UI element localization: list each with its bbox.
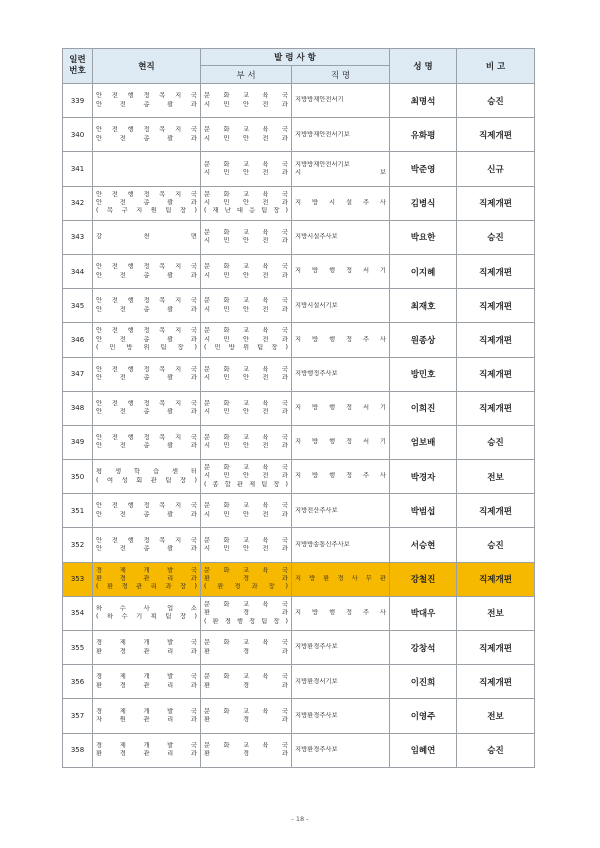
person-name-cell: 최재호 xyxy=(390,289,457,323)
position-title-cell xyxy=(292,733,390,767)
cell-line: 문 화 교 육 국 xyxy=(204,741,288,749)
current-post-cell xyxy=(93,152,201,186)
remark-cell: 신규 xyxy=(457,152,535,186)
cell-line: 문 화 교 육 국 xyxy=(204,707,288,715)
cell-line: 지 방 행 정 서 기 xyxy=(295,267,387,275)
remark-cell: 직제개편 xyxy=(457,562,535,596)
cell-line: 문 화 교 육 국 xyxy=(204,464,288,472)
person-name-cell: 강철진 xyxy=(390,562,457,596)
current-post-cell xyxy=(93,220,201,254)
table-row xyxy=(63,665,535,699)
person-name-cell: 서승현 xyxy=(390,528,457,562)
cell-line: 경 제 개 발 국 xyxy=(96,639,197,647)
person-name-cell: 방민호 xyxy=(390,357,457,391)
header-current: 현직 xyxy=(93,49,201,84)
cell-line: 문 화 교 육 국 xyxy=(204,673,288,681)
new-department-cell xyxy=(201,699,292,733)
new-department-cell xyxy=(201,596,292,630)
cell-line: ( 복 구 지 원 팀 장 ) xyxy=(96,207,197,215)
serial-number-cell: 352 xyxy=(63,528,93,562)
table-row xyxy=(63,596,535,630)
position-title-cell xyxy=(292,152,390,186)
person-name-cell: 김병식 xyxy=(390,186,457,220)
current-post-cell xyxy=(93,425,201,459)
cell-line: 시 민 안 전 과 xyxy=(204,408,288,416)
new-department-cell xyxy=(201,118,292,152)
cell-line: 문 화 교 육 국 xyxy=(204,566,288,574)
cell-line: ( 환 경 행 정 팀 장 ) xyxy=(204,617,288,625)
current-post-cell xyxy=(93,494,201,528)
cell-line: 시 민 안 전 과 xyxy=(204,374,288,382)
cell-line: 문 화 교 육 국 xyxy=(204,160,288,168)
cell-line: 안 전 총 괄 과 xyxy=(96,134,197,142)
serial-number-cell: 349 xyxy=(63,425,93,459)
person-name-cell: 엄보배 xyxy=(390,425,457,459)
cell-line: 안 전 행 정 복 지 국 xyxy=(96,92,197,100)
person-name-cell: 이지혜 xyxy=(390,254,457,288)
serial-number-cell: 354 xyxy=(63,596,93,630)
new-department-cell xyxy=(201,220,292,254)
cell-line: 강 천 면 xyxy=(96,233,197,241)
cell-line: 시 민 안 전 과 xyxy=(204,100,288,108)
current-post-cell xyxy=(93,665,201,699)
cell-line: 경 제 개 발 국 xyxy=(96,566,197,574)
cell-line: 시 민 안 전 과 xyxy=(204,510,288,518)
current-post-cell xyxy=(93,186,201,220)
person-name-cell: 이진희 xyxy=(390,665,457,699)
serial-number-cell: 346 xyxy=(63,323,93,357)
cell-line: 시 민 안 전 과 xyxy=(204,545,288,553)
remark-cell: 직제개편 xyxy=(457,289,535,323)
serial-number-cell: 355 xyxy=(63,631,93,665)
cell-line: 문 화 교 육 국 xyxy=(204,228,288,236)
header-note: 비 고 xyxy=(457,49,535,84)
cell-line: 평 생 학 습 센 터 xyxy=(96,468,197,476)
position-title-cell xyxy=(292,425,390,459)
cell-line: ( 환 경 관 리 과 장 ) xyxy=(96,583,197,591)
remark-cell: 승진 xyxy=(457,220,535,254)
current-post-cell xyxy=(93,254,201,288)
current-post-cell xyxy=(93,289,201,323)
page-number: - 18 - xyxy=(291,815,309,823)
remark-cell: 승진 xyxy=(457,528,535,562)
person-name-cell: 박요한 xyxy=(390,220,457,254)
cell-line: ( 여 성 회 관 팀 장 ) xyxy=(96,476,197,484)
cell-line: 지방방재안전서기 xyxy=(295,96,344,104)
remark-cell: 승진 xyxy=(457,733,535,767)
cell-line: 시 민 안 전 과 xyxy=(204,442,288,450)
current-post-cell xyxy=(93,596,201,630)
cell-line: 안 전 행 정 복 지 국 xyxy=(96,365,197,373)
serial-number-cell: 342 xyxy=(63,186,93,220)
position-title-cell xyxy=(292,631,390,665)
cell-line: 시 민 안 전 과 xyxy=(204,305,288,313)
position-title-cell xyxy=(292,528,390,562)
cell-line: 지방환경서기보 xyxy=(295,677,338,685)
table-row xyxy=(63,152,535,186)
cell-line: 시 민 안 전 과 xyxy=(204,168,288,176)
position-title-cell xyxy=(292,220,390,254)
person-name-cell: 이영주 xyxy=(390,699,457,733)
table-row xyxy=(63,357,535,391)
position-title-cell xyxy=(292,289,390,323)
remark-cell: 직제개편 xyxy=(457,118,535,152)
cell-line: 안 전 행 정 복 지 국 xyxy=(96,502,197,510)
cell-line: ( 종 합 관 제 팀 장 ) xyxy=(204,480,288,488)
table-row xyxy=(63,254,535,288)
position-title-cell xyxy=(292,254,390,288)
cell-line: 문 화 교 육 국 xyxy=(204,263,288,271)
table-row xyxy=(63,425,535,459)
cell-line: 환 경 과 xyxy=(204,681,288,689)
cell-line: 안 전 총 괄 과 xyxy=(96,198,197,206)
cell-line: 시 민 안 전 과 xyxy=(204,134,288,142)
serial-number-cell: 344 xyxy=(63,254,93,288)
table-body xyxy=(63,84,535,768)
remark-cell: 직제개편 xyxy=(457,357,535,391)
new-department-cell xyxy=(201,391,292,425)
cell-line: ( 하 수 기 획 팀 장 ) xyxy=(96,613,197,621)
new-department-cell xyxy=(201,152,292,186)
new-department-cell xyxy=(201,733,292,767)
header-serial: 일련 번호 xyxy=(63,49,93,84)
table-row xyxy=(63,460,535,494)
header-appointment: 발 령 사 항 xyxy=(201,49,390,66)
serial-number-cell: 358 xyxy=(63,733,93,767)
cell-line: 지 방 행 정 주 사 xyxy=(295,609,387,617)
person-name-cell: 박범섭 xyxy=(390,494,457,528)
person-name-cell: 원종상 xyxy=(390,323,457,357)
serial-number-cell: 351 xyxy=(63,494,93,528)
table-row xyxy=(63,289,535,323)
cell-line: 문 화 교 육 국 xyxy=(204,502,288,510)
remark-cell: 직제개편 xyxy=(457,186,535,220)
cell-line: 안 전 총 괄 과 xyxy=(96,374,197,382)
serial-number-cell: 350 xyxy=(63,460,93,494)
current-post-cell xyxy=(93,562,201,596)
remark-cell: 승진 xyxy=(457,84,535,118)
cell-line: 시 민 안 전 과 xyxy=(204,472,288,480)
serial-number-cell: 343 xyxy=(63,220,93,254)
table-row xyxy=(63,186,535,220)
remark-cell: 직제개편 xyxy=(457,494,535,528)
person-name-cell: 박대우 xyxy=(390,596,457,630)
cell-line: 안 전 총 괄 과 xyxy=(96,510,197,518)
cell-line: 문 화 교 육 국 xyxy=(204,297,288,305)
cell-line: 문 화 교 육 국 xyxy=(204,126,288,134)
serial-number-cell: 357 xyxy=(63,699,93,733)
new-department-cell xyxy=(201,323,292,357)
serial-number-cell: 348 xyxy=(63,391,93,425)
current-post-cell xyxy=(93,323,201,357)
cell-line: 안 전 총 괄 과 xyxy=(96,408,197,416)
cell-line: 안 전 총 괄 과 xyxy=(96,305,197,313)
cell-line: 지방방재안전서기보 xyxy=(295,160,350,168)
cell-line: ( 민 방 위 팀 장 ) xyxy=(204,344,288,352)
cell-line: 지 방 행 정 서 기 xyxy=(295,438,387,446)
new-department-cell xyxy=(201,357,292,391)
cell-line: 환 경 과 xyxy=(204,575,288,583)
cell-line: 시 민 안 전 과 xyxy=(204,335,288,343)
new-department-cell xyxy=(201,528,292,562)
new-department-cell xyxy=(201,425,292,459)
person-name-cell: 임혜연 xyxy=(390,733,457,767)
remark-cell: 직제개편 xyxy=(457,391,535,425)
cell-line: 환 경 관 리 과 xyxy=(96,681,197,689)
personnel-appointment-table xyxy=(62,48,535,768)
cell-line: 안 전 행 정 복 지 국 xyxy=(96,263,197,271)
cell-line: 문 화 교 육 국 xyxy=(204,190,288,198)
cell-line: 안 전 총 괄 과 xyxy=(96,271,197,279)
cell-line: 경 제 개 발 국 xyxy=(96,707,197,715)
remark-cell: 전보 xyxy=(457,596,535,630)
cell-line: 문 화 교 육 국 xyxy=(204,434,288,442)
cell-line: 지방시설주사보 xyxy=(295,233,338,241)
position-title-cell xyxy=(292,562,390,596)
cell-line: 시 민 안 전 과 xyxy=(204,237,288,245)
cell-line: ( 환 경 과 장 ) xyxy=(204,583,288,591)
position-title-cell xyxy=(292,391,390,425)
current-post-cell xyxy=(93,391,201,425)
cell-line: 안 전 총 괄 과 xyxy=(96,545,197,553)
cell-line: 경 제 개 발 국 xyxy=(96,673,197,681)
cell-line: 시 보 xyxy=(295,168,387,176)
cell-line: 환 경 과 xyxy=(204,647,288,655)
cell-line: 지방환경주사보 xyxy=(295,711,338,719)
table-row xyxy=(63,494,535,528)
cell-line: 지 방 행 정 서 기 xyxy=(295,404,387,412)
table-row xyxy=(63,118,535,152)
cell-line: 지방환경주사보 xyxy=(295,643,338,651)
person-name-cell: 강창석 xyxy=(390,631,457,665)
person-name-cell: 최명석 xyxy=(390,84,457,118)
remark-cell: 전보 xyxy=(457,460,535,494)
header-position: 직 명 xyxy=(292,66,390,84)
position-title-cell xyxy=(292,186,390,220)
personnel-table-wrapper xyxy=(62,48,534,768)
cell-line: 안 전 행 정 복 지 국 xyxy=(96,536,197,544)
new-department-cell xyxy=(201,254,292,288)
person-name-cell: 이희진 xyxy=(390,391,457,425)
serial-number-cell: 340 xyxy=(63,118,93,152)
remark-cell: 승진 xyxy=(457,425,535,459)
cell-line: 지 방 시 설 주 사 xyxy=(295,198,387,206)
current-post-cell xyxy=(93,118,201,152)
person-name-cell: 유화평 xyxy=(390,118,457,152)
serial-number-cell: 356 xyxy=(63,665,93,699)
cell-line: 지 방 행 정 주 사 xyxy=(295,335,387,343)
new-department-cell xyxy=(201,289,292,323)
cell-line: 지방환경주사보 xyxy=(295,745,338,753)
position-title-cell xyxy=(292,84,390,118)
serial-number-cell: 353 xyxy=(63,562,93,596)
position-title-cell xyxy=(292,596,390,630)
header-dept: 부 서 xyxy=(201,66,292,84)
position-title-cell xyxy=(292,699,390,733)
cell-line: 안 전 행 정 복 지 국 xyxy=(96,297,197,305)
current-post-cell xyxy=(93,631,201,665)
cell-line: ( 재 난 대 응 팀 장 ) xyxy=(204,207,288,215)
cell-line: 하 수 사 업 소 xyxy=(96,605,197,612)
table-row xyxy=(63,528,535,562)
table-row xyxy=(63,323,535,357)
remark-cell: 전보 xyxy=(457,699,535,733)
cell-line: 지방시설서기보 xyxy=(295,301,338,309)
cell-line: 안 전 행 정 복 지 국 xyxy=(96,126,197,134)
new-department-cell xyxy=(201,562,292,596)
cell-line: 환 경 과 xyxy=(204,750,288,758)
cell-line: 환 경 관 리 과 xyxy=(96,575,197,583)
new-department-cell xyxy=(201,186,292,220)
cell-line: 자 원 관 리 과 xyxy=(96,715,197,723)
new-department-cell xyxy=(201,494,292,528)
cell-line: 안 전 총 괄 과 xyxy=(96,335,197,343)
cell-line: 경 제 개 발 국 xyxy=(96,741,197,749)
table-row xyxy=(63,562,535,596)
new-department-cell xyxy=(201,84,292,118)
cell-line: 환 경 관 리 과 xyxy=(96,647,197,655)
cell-line: 지 방 행 정 주 사 xyxy=(295,472,387,480)
current-post-cell xyxy=(93,699,201,733)
cell-line: 문 화 교 육 국 xyxy=(204,536,288,544)
cell-line: 시 민 안 전 과 xyxy=(204,271,288,279)
cell-line: 안 전 행 정 복 지 국 xyxy=(96,399,197,407)
position-title-cell xyxy=(292,665,390,699)
cell-line: 안 전 총 괄 과 xyxy=(96,442,197,450)
cell-line: 지방방재안전서기보 xyxy=(295,130,350,138)
serial-number-cell: 345 xyxy=(63,289,93,323)
table-row xyxy=(63,391,535,425)
cell-line: 문 화 교 육 국 xyxy=(204,92,288,100)
person-name-cell: 박경자 xyxy=(390,460,457,494)
cell-line: 문 화 교 육 국 xyxy=(204,600,288,608)
cell-line: 환 경 과 xyxy=(204,715,288,723)
header-name: 성 명 xyxy=(390,49,457,84)
cell-line: 환 경 관 리 과 xyxy=(96,750,197,758)
position-title-cell xyxy=(292,460,390,494)
cell-line: 지 방 환 경 사 무 관 xyxy=(295,575,387,583)
cell-line: 안 전 행 정 복 지 국 xyxy=(96,434,197,442)
serial-number-cell: 341 xyxy=(63,152,93,186)
new-department-cell xyxy=(201,631,292,665)
cell-line: 문 화 교 육 국 xyxy=(204,365,288,373)
remark-cell: 직제개편 xyxy=(457,665,535,699)
cell-line: 지방행정주사보 xyxy=(295,369,338,377)
remark-cell: 직제개편 xyxy=(457,254,535,288)
table-row xyxy=(63,84,535,118)
cell-line: 문 화 교 육 국 xyxy=(204,399,288,407)
cell-line: 안 전 행 정 복 지 국 xyxy=(96,327,197,335)
table-row xyxy=(63,220,535,254)
current-post-cell xyxy=(93,357,201,391)
remark-cell: 직제개편 xyxy=(457,323,535,357)
position-title-cell xyxy=(292,494,390,528)
table-row xyxy=(63,733,535,767)
position-title-cell xyxy=(292,118,390,152)
table-row xyxy=(63,631,535,665)
person-name-cell: 박준영 xyxy=(390,152,457,186)
new-department-cell xyxy=(201,665,292,699)
cell-line: 안 전 행 정 복 지 국 xyxy=(96,190,197,198)
cell-line: 문 화 교 육 국 xyxy=(204,639,288,647)
cell-line: 시 민 안 전 과 xyxy=(204,198,288,206)
current-post-cell xyxy=(93,84,201,118)
cell-line: 지방방송통신주사보 xyxy=(295,540,350,548)
cell-line: 지방전산주사보 xyxy=(295,506,338,514)
cell-line: 환 경 과 xyxy=(204,609,288,617)
cell-line: 안 전 총 괄 과 xyxy=(96,100,197,108)
position-title-cell xyxy=(292,323,390,357)
table-row xyxy=(63,699,535,733)
current-post-cell xyxy=(93,460,201,494)
cell-line: 문 화 교 육 국 xyxy=(204,327,288,335)
serial-number-cell: 347 xyxy=(63,357,93,391)
position-title-cell xyxy=(292,357,390,391)
cell-line: ( 민 방 위 팀 장 ) xyxy=(96,344,197,352)
current-post-cell xyxy=(93,733,201,767)
current-post-cell xyxy=(93,528,201,562)
new-department-cell xyxy=(201,460,292,494)
remark-cell: 직제개편 xyxy=(457,631,535,665)
serial-number-cell: 339 xyxy=(63,84,93,118)
